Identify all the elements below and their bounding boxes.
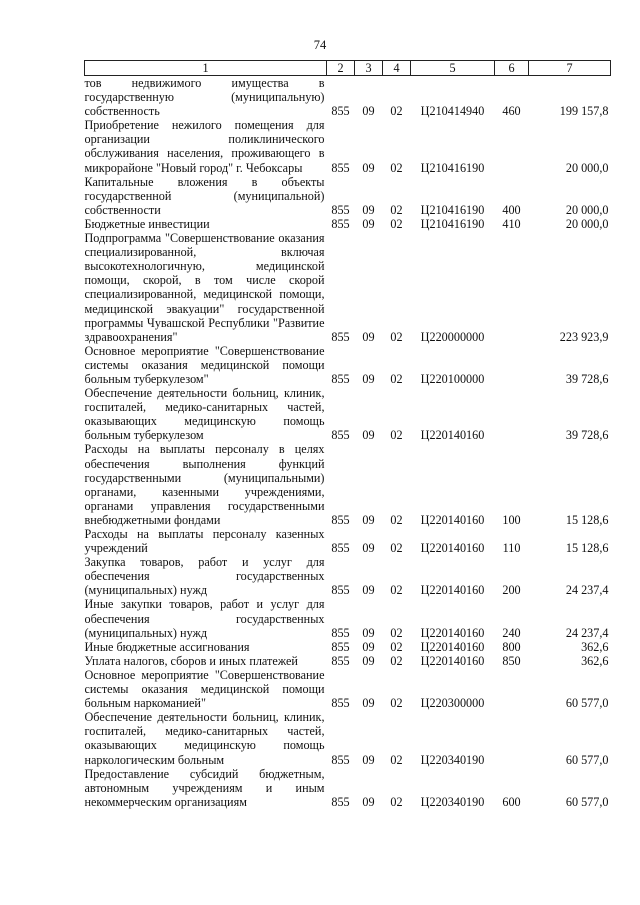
row-expense-type-code [495,344,529,386]
row-amount: 39 728,6 [565,371,609,386]
row-amount: 60 577,0 [565,696,609,711]
row-name: Иные бюджетные ассигнования [84,639,250,654]
table-row [85,640,611,654]
row-ministry-code: 855 [331,752,350,767]
table-row [85,344,611,386]
row-name: Уплата налогов, сборов и иных платежей [84,653,298,668]
row-name: Расходы на выплаты персоналу казенных учреждений [84,527,325,556]
row-amount: 60 577,0 [565,794,609,809]
row-amount: 39 728,6 [565,428,609,443]
row-section-code: 09 [362,625,375,640]
row-section-code: 09 [362,583,375,598]
table-row [85,654,611,668]
row-amount: 20 000,0 [565,160,609,175]
table-row [85,386,611,442]
row-target-code: Ц220340190 [420,752,485,767]
row-section-code: 09 [362,512,375,527]
row-expense-type-code [495,386,529,442]
row-target-code: Ц220340190 [420,794,485,809]
row-target-code: Ц220140160 [420,583,485,598]
row-section-code: 09 [362,160,375,175]
row-target-code: Ц220140160 [420,512,485,527]
row-amount: 199 157,8 [559,104,609,119]
row-target-code: Ц210416190 [420,160,485,175]
row-ministry-code: 855 [331,794,350,809]
row-section-code: 09 [362,639,375,654]
row-ministry-code: 855 [331,216,350,231]
row-section-code: 09 [362,541,375,556]
row-amount: 362,6 [581,639,609,654]
row-ministry-code: 855 [331,696,350,711]
row-name: Основное мероприятие "Совершенствование системы оказания медицинской помощи больным наркоманией" [84,667,325,711]
table-row [85,442,611,527]
row-amount: 20 000,0 [565,216,609,231]
row-expense-type-code: 460 [502,104,521,119]
row-ministry-code: 855 [331,625,350,640]
table-row [85,767,611,809]
row-section-code: 09 [362,216,375,231]
table-row [85,118,611,174]
row-ministry-code: 855 [331,104,350,119]
row-expense-type-code: 110 [502,541,521,556]
row-amount: 60 577,0 [565,752,609,767]
row-ministry-code: 855 [331,160,350,175]
table-row [85,527,611,555]
table-row [85,555,611,597]
row-name: Обеспечение деятельности больниц, клиник, госпиталей, медико-санитарных частей, оказывающих медицинскую помощь больным туберкулезом [84,386,325,443]
row-expense-type-code: 100 [502,512,521,527]
row-expense-type-code: 850 [502,653,521,668]
row-subsection-code: 02 [390,104,403,119]
row-amount: 15 128,6 [565,541,609,556]
row-expense-type-code [495,118,529,174]
row-name: Иные закупки товаров, работ и услуг для обеспечения государственных (муниципальных) нужд [84,597,325,640]
column-header-expense-type: 6 [495,61,529,76]
row-ministry-code: 855 [331,512,350,527]
row-amount: 24 237,4 [565,625,609,640]
row-ministry-code: 855 [331,202,350,217]
row-target-code: Ц220140160 [420,428,485,443]
row-name: Предоставление субсидий бюджетным, автономным учреждениям и иным некоммерческим организациям [84,766,325,809]
row-target-code: Ц210416190 [420,202,485,217]
row-section-code: 09 [362,752,375,767]
row-section-code: 09 [362,794,375,809]
row-name: Обеспечение деятельности больниц, клиник, госпиталей, медико-санитарных частей, оказывающих медицинскую помощь наркологическим больным [84,710,325,767]
row-subsection-code: 02 [390,696,403,711]
row-name: Бюджетные инвестиции [84,216,210,231]
row-ministry-code: 855 [331,541,350,556]
row-expense-type-code: 800 [502,639,521,654]
row-amount: 20 000,0 [565,202,609,217]
row-ministry-code: 855 [331,371,350,386]
row-name: Капитальные вложения в объекты государственной (муниципальной) собственности [84,174,325,217]
row-ministry-code: 855 [331,329,350,344]
row-expense-type-code [495,231,529,344]
row-subsection-code: 02 [390,752,403,767]
row-ministry-code: 855 [331,428,350,443]
row-name: тов недвижимого имущества в государственную (муниципальную) собственность [84,76,325,119]
row-subsection-code: 02 [390,329,403,344]
row-target-code: Ц220100000 [420,371,485,386]
row-expense-type-code: 600 [502,794,521,809]
row-amount: 362,6 [581,653,609,668]
row-target-code: Ц220000000 [420,329,485,344]
column-header-name: 1 [85,61,327,76]
page-number: 74 [313,38,327,52]
table-row [85,231,611,344]
row-section-code: 09 [362,371,375,386]
row-subsection-code: 02 [390,639,403,654]
row-subsection-code: 02 [390,202,403,217]
row-name: Подпрограмма "Совершенствование оказания специализированной, включая высокотехнологичную, медицинской помощи, скорой, в том числе скорой специализированной, медицинской помощи, медицинской эвакуации" государственной программы Чувашской Республики "Развитие здравоохранения" [84,231,325,344]
row-target-code: Ц220140160 [420,541,485,556]
column-number-header [85,61,611,76]
row-subsection-code: 02 [390,216,403,231]
row-section-code: 09 [362,329,375,344]
row-subsection-code: 02 [390,541,403,556]
row-subsection-code: 02 [390,625,403,640]
row-name: Расходы на выплаты персоналу в целях обеспечения выполнения функций государственными (муниципальными) органами, казенными учреждениями, органами управления государственными внебюджетными фондами [84,442,325,527]
row-target-code: Ц210414940 [420,104,485,119]
row-ministry-code: 855 [331,653,350,668]
row-ministry-code: 855 [331,639,350,654]
row-section-code: 09 [362,428,375,443]
row-expense-type-code: 240 [502,625,521,640]
table-row [85,175,611,217]
row-name: Основное мероприятие "Совершенствование системы оказания медицинской помощи больным туберкулезом" [84,343,325,386]
row-amount: 24 237,4 [565,583,609,598]
row-target-code: Ц220300000 [420,696,485,711]
table-row [85,217,611,231]
row-subsection-code: 02 [390,512,403,527]
row-subsection-code: 02 [390,371,403,386]
row-subsection-code: 02 [390,583,403,598]
row-target-code: Ц210416190 [420,216,485,231]
row-expense-type-code: 200 [502,583,521,598]
row-target-code: Ц220140160 [420,625,485,640]
row-expense-type-code: 410 [502,216,521,231]
table-row [85,710,611,766]
column-header-amount: 7 [529,61,611,76]
table-row [85,597,611,639]
row-target-code: Ц220140160 [420,653,485,668]
row-section-code: 09 [362,104,375,119]
column-header-ministry: 2 [327,61,355,76]
row-amount: 223 923,9 [559,329,609,344]
budget-table [84,60,611,809]
row-section-code: 09 [362,653,375,668]
row-section-code: 09 [362,202,375,217]
row-subsection-code: 02 [390,160,403,175]
row-expense-type-code [495,710,529,766]
column-header-target: 5 [411,61,495,76]
row-amount: 15 128,6 [565,512,609,527]
table-row [85,76,611,119]
column-header-subsection: 4 [383,61,411,76]
row-subsection-code: 02 [390,794,403,809]
row-name: Приобретение нежилого помещения для организации поликлинического обслуживания населения, проживающего в микрорайоне "Новый город" г. Чебоксары [84,118,325,175]
row-subsection-code: 02 [390,428,403,443]
row-expense-type-code [495,668,529,710]
row-target-code: Ц220140160 [420,639,485,654]
row-section-code: 09 [362,696,375,711]
row-subsection-code: 02 [390,653,403,668]
row-expense-type-code: 400 [502,202,521,217]
row-name: Закупка товаров, работ и услуг для обеспечения государственных (муниципальных) нужд [84,555,325,598]
table-row [85,668,611,710]
column-header-section: 3 [355,61,383,76]
row-ministry-code: 855 [331,583,350,598]
